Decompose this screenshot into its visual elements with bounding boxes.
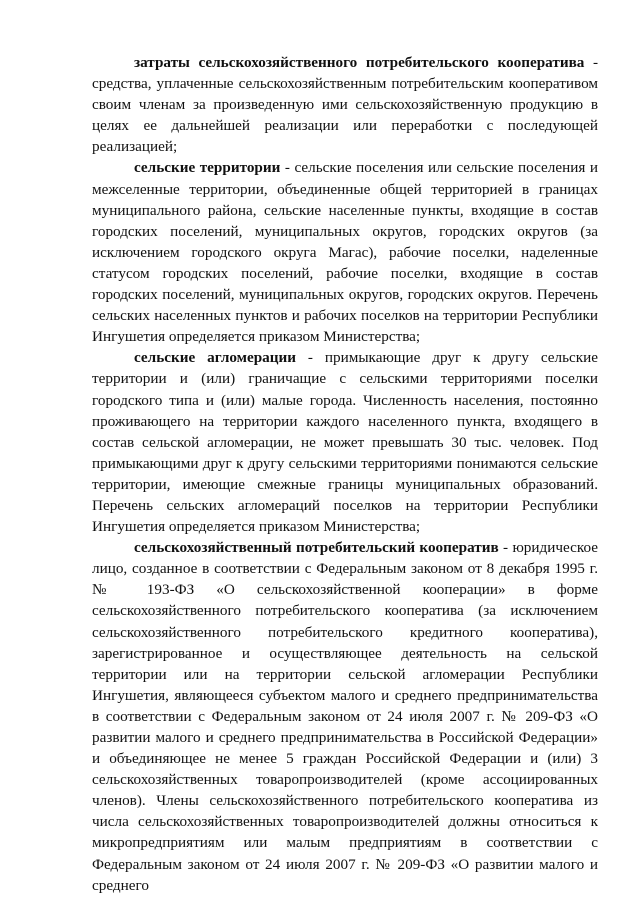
definition-paragraph: [92, 347, 598, 537]
document-page: [92, 52, 598, 896]
definition-paragraph: [92, 157, 598, 347]
definition-paragraph: [92, 52, 598, 157]
definition-text: - средства, уплаченные сельскохозяйственным потребительским кооперативом своим членам за произведенную ими сельскохозяйственную продукцию в целях ее дальнейшей реализации или переработки с последующей реализацией;: [92, 54, 598, 156]
defined-term: сельскохозяйственный потребительский кооператив: [134, 539, 499, 557]
defined-term: сельские территории: [134, 159, 281, 177]
definition-text: - сельские поселения или сельские поселения и межселенные территории, объединенные общей территорией в границах муниципального района, сельские населенные пункты, входящие в состав городских поселений, муниципальных округов, городских округов (за исключением городского округа Магас), рабочие поселки, наделенные статусом городских поселений, рабочие поселки, входящие в состав городских поселений, муниципальных округов, городских округов. Перечень сельских населенных пунктов и рабочих поселков на территории Республики Ингушетия определяется приказом Министерства;: [92, 159, 598, 346]
definition-text: - примыкающие друг к другу сельские территории и (или) граничащие с сельскими территориями поселки городского типа и (или) малые города. Численность населения, постоянно проживающего на территории каждого населенного пункта, входящего в состав сельской агломерации, не может превышать 30 тыс. человек. Под примыкающими друг к другу сельскими территориями понимаются сельские территории, имеющие смежные границы муниципальных образований. Перечень сельских агломераций поселков на территории Республики Ингушетия определяется приказом Министерства;: [92, 349, 598, 536]
defined-term: затраты сельскохозяйственного потребительского кооператива: [134, 54, 585, 71]
definition-paragraph: [92, 537, 598, 896]
defined-term: сельские агломерации: [134, 349, 297, 367]
definition-text: - юридическое лицо, созданное в соответствии с Федеральным законом от 8 декабря 1995 г. № 193-ФЗ «О сельскохозяйственной кооперации» в форме сельскохозяйственного потребительского кооператива (за исключением сельскохозяйственного потребительского кредитного кооператива), зарегистрированное и осуществляющее деятельность на сельской территории или на территории сельской агломерации Республики Ингушетия, являющееся субъектом малого и среднего предпринимательства в соответствии с Федеральным законом от 24 июля 2007 г. № 209-ФЗ «О развитии малого и среднего предпринимательства в Российской Федерации» и объединяющее не менее 5 граждан Российской Федерации и (или) 3 сельскохозяйственных товаропроизводителей (кроме ассоциированных членов). Члены сельскохозяйственного потребительского кооператива из числа сельскохозяйственных товаропроизводителей должны относиться к микропредприятиям или малым предприятиям в соответствии с Федеральным законом от 24 июля 2007 г. № 209-ФЗ «О развитии малого и среднего: [92, 539, 598, 894]
